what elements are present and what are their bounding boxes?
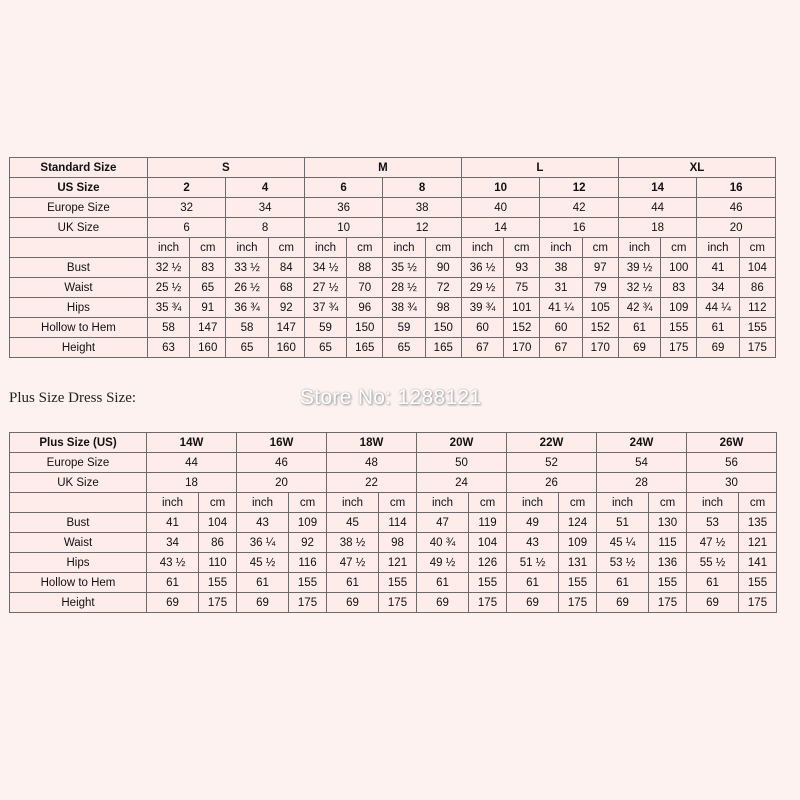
unit-inch: inch (461, 238, 503, 258)
measure-value: 150 (347, 318, 383, 338)
unit-cm: cm (190, 238, 226, 258)
europe-size-value: 44 (618, 198, 696, 218)
measure-row (10, 338, 776, 358)
measure-value: 67 (540, 338, 582, 358)
unit-inch: inch (383, 238, 425, 258)
measure-value: 47 (417, 513, 469, 533)
measure-value: 28 ½ (383, 278, 425, 298)
measure-value: 69 (237, 593, 289, 613)
unit-cm: cm (347, 238, 383, 258)
uk-size-label: UK Size (10, 473, 147, 493)
measure-label: Hips (10, 298, 148, 318)
measure-value: 34 (697, 278, 739, 298)
measure-label: Hollow to Hem (10, 573, 147, 593)
unit-inch: inch (237, 493, 289, 513)
measure-value: 51 (597, 513, 649, 533)
measure-value: 160 (190, 338, 226, 358)
measure-value: 155 (559, 573, 597, 593)
uk-size-value: 8 (226, 218, 305, 238)
measure-value: 65 (226, 338, 268, 358)
measure-value: 93 (504, 258, 540, 278)
europe-size-value: 36 (304, 198, 382, 218)
measure-value: 37 ¾ (304, 298, 346, 318)
measure-value: 31 (540, 278, 582, 298)
measure-value: 92 (289, 533, 327, 553)
measure-value: 68 (268, 278, 304, 298)
store-number-watermark: Store No: 1288121 (300, 386, 482, 409)
plus-size-value: 16W (237, 433, 327, 453)
measure-value: 175 (649, 593, 687, 613)
uk-size-value: 30 (687, 473, 777, 493)
measure-value: 70 (347, 278, 383, 298)
measure-value: 69 (618, 338, 660, 358)
measure-value: 155 (739, 318, 775, 338)
europe-size-value: 52 (507, 453, 597, 473)
measure-row (10, 533, 777, 553)
plus-size-value: 14W (147, 433, 237, 453)
measure-value: 72 (425, 278, 461, 298)
measure-value: 61 (597, 573, 649, 593)
measure-value: 130 (649, 513, 687, 533)
measure-value: 53 ½ (597, 553, 649, 573)
measure-value: 59 (383, 318, 425, 338)
measure-value: 175 (559, 593, 597, 613)
measure-value: 43 (507, 533, 559, 553)
unit-cm: cm (649, 493, 687, 513)
measure-value: 150 (425, 318, 461, 338)
plus-size-table (9, 432, 777, 613)
unit-inch: inch (540, 238, 582, 258)
measure-value: 152 (504, 318, 540, 338)
uk-size-row (10, 218, 776, 238)
measure-value: 61 (687, 573, 739, 593)
measure-value: 152 (582, 318, 618, 338)
measure-value: 38 (540, 258, 582, 278)
measure-label: Hips (10, 553, 147, 573)
measure-value: 43 ½ (147, 553, 199, 573)
measure-value: 155 (379, 573, 417, 593)
measure-value: 165 (347, 338, 383, 358)
us-size-value: 12 (540, 178, 619, 198)
europe-size-value: 56 (687, 453, 777, 473)
measure-value: 86 (739, 278, 775, 298)
unit-row-spacer (10, 493, 147, 513)
unit-inch: inch (147, 238, 189, 258)
measure-value: 69 (697, 338, 739, 358)
uk-size-value: 18 (618, 218, 696, 238)
uk-size-value: 22 (327, 473, 417, 493)
measure-value: 49 (507, 513, 559, 533)
measure-value: 121 (739, 533, 777, 553)
measure-value: 36 ¾ (226, 298, 268, 318)
measure-value: 109 (289, 513, 327, 533)
measure-value: 96 (347, 298, 383, 318)
measure-value: 60 (461, 318, 503, 338)
measure-value: 34 (147, 533, 199, 553)
measure-value: 58 (147, 318, 189, 338)
measure-value: 109 (661, 298, 697, 318)
europe-size-value: 46 (237, 453, 327, 473)
uk-size-value: 24 (417, 473, 507, 493)
unit-inch: inch (687, 493, 739, 513)
plus-size-heading: Plus Size Dress Size: (9, 390, 137, 406)
unit-cm: cm (268, 238, 304, 258)
unit-inch: inch (226, 238, 268, 258)
measure-value: 34 ½ (304, 258, 346, 278)
measure-value: 45 ½ (237, 553, 289, 573)
measure-value: 114 (379, 513, 417, 533)
measure-value: 121 (379, 553, 417, 573)
europe-size-value: 32 (147, 198, 225, 218)
measure-label: Waist (10, 278, 148, 298)
measure-value: 33 ½ (226, 258, 268, 278)
measure-value: 38 ¾ (383, 298, 425, 318)
measure-value: 41 (147, 513, 199, 533)
measure-row (10, 553, 777, 573)
measure-value: 119 (469, 513, 507, 533)
measure-value: 155 (649, 573, 687, 593)
measure-value: 42 ¾ (618, 298, 660, 318)
measure-value: 147 (190, 318, 226, 338)
measure-value: 84 (268, 258, 304, 278)
measure-value: 45 ¼ (597, 533, 649, 553)
size-letter: XL (618, 158, 775, 178)
measure-row (10, 298, 776, 318)
us-size-value: 8 (383, 178, 462, 198)
measure-label: Height (10, 593, 147, 613)
measure-value: 36 ¼ (237, 533, 289, 553)
us-size-label: US Size (10, 178, 148, 198)
measure-row (10, 318, 776, 338)
measure-value: 51 ½ (507, 553, 559, 573)
uk-size-value: 6 (147, 218, 225, 238)
us-size-value: 4 (226, 178, 305, 198)
unit-row-spacer (10, 238, 148, 258)
header-row (10, 158, 776, 178)
unit-inch: inch (618, 238, 660, 258)
europe-size-value: 42 (540, 198, 619, 218)
unit-inch: inch (304, 238, 346, 258)
measure-value: 155 (289, 573, 327, 593)
europe-size-value: 50 (417, 453, 507, 473)
measure-value: 105 (582, 298, 618, 318)
unit-cm: cm (379, 493, 417, 513)
europe-size-value: 38 (383, 198, 462, 218)
measure-label: Bust (10, 513, 147, 533)
measure-value: 27 ½ (304, 278, 346, 298)
measure-value: 175 (199, 593, 237, 613)
measure-value: 53 (687, 513, 739, 533)
measure-value: 170 (504, 338, 540, 358)
measure-value: 90 (425, 258, 461, 278)
measure-value: 91 (190, 298, 226, 318)
measure-label: Bust (10, 258, 148, 278)
measure-value: 104 (469, 533, 507, 553)
measure-value: 175 (739, 338, 775, 358)
unit-inch: inch (597, 493, 649, 513)
unit-row (10, 493, 777, 513)
measure-value: 155 (739, 573, 777, 593)
uk-size-label: UK Size (10, 218, 148, 238)
measure-value: 39 ¾ (461, 298, 503, 318)
standard-size-table (9, 157, 776, 358)
unit-inch: inch (147, 493, 199, 513)
measure-value: 61 (507, 573, 559, 593)
uk-size-value: 20 (237, 473, 327, 493)
measure-row (10, 278, 776, 298)
measure-value: 59 (304, 318, 346, 338)
measure-value: 175 (289, 593, 327, 613)
unit-cm: cm (289, 493, 327, 513)
measure-value: 136 (649, 553, 687, 573)
unit-cm: cm (739, 493, 777, 513)
europe-size-value: 46 (697, 198, 776, 218)
header-row (10, 433, 777, 453)
europe-size-label: Europe Size (10, 198, 148, 218)
size-letter: L (461, 158, 618, 178)
measure-value: 43 (237, 513, 289, 533)
measure-value: 126 (469, 553, 507, 573)
unit-inch: inch (697, 238, 739, 258)
measure-value: 69 (597, 593, 649, 613)
unit-cm: cm (582, 238, 618, 258)
measure-value: 61 (697, 318, 739, 338)
us-size-value: 16 (697, 178, 776, 198)
measure-row (10, 593, 777, 613)
measure-value: 65 (383, 338, 425, 358)
measure-value: 112 (739, 298, 775, 318)
measure-value: 36 ½ (461, 258, 503, 278)
measure-value: 58 (226, 318, 268, 338)
us-size-value: 10 (461, 178, 539, 198)
measure-value: 32 ½ (147, 258, 189, 278)
measure-value: 35 ½ (383, 258, 425, 278)
measure-value: 69 (147, 593, 199, 613)
europe-size-value: 34 (226, 198, 305, 218)
measure-value: 49 ½ (417, 553, 469, 573)
measure-value: 155 (661, 318, 697, 338)
measure-value: 98 (425, 298, 461, 318)
measure-value: 39 ½ (618, 258, 660, 278)
measure-value: 65 (304, 338, 346, 358)
unit-cm: cm (504, 238, 540, 258)
measure-value: 63 (147, 338, 189, 358)
measure-value: 47 ½ (327, 553, 379, 573)
uk-size-value: 12 (383, 218, 462, 238)
measure-value: 25 ½ (147, 278, 189, 298)
measure-value: 45 (327, 513, 379, 533)
measure-row (10, 573, 777, 593)
measure-value: 98 (379, 533, 417, 553)
unit-cm: cm (199, 493, 237, 513)
measure-value: 61 (147, 573, 199, 593)
uk-size-value: 10 (304, 218, 382, 238)
unit-inch: inch (327, 493, 379, 513)
measure-value: 38 ½ (327, 533, 379, 553)
europe-size-row (10, 453, 777, 473)
us-size-value: 2 (147, 178, 225, 198)
unit-row (10, 238, 776, 258)
measure-value: 175 (661, 338, 697, 358)
measure-value: 175 (379, 593, 417, 613)
plus-size-value: 20W (417, 433, 507, 453)
measure-value: 83 (190, 258, 226, 278)
plus-size-value: 22W (507, 433, 597, 453)
measure-value: 124 (559, 513, 597, 533)
measure-value: 32 ½ (618, 278, 660, 298)
measure-value: 35 ¾ (147, 298, 189, 318)
measure-label: Waist (10, 533, 147, 553)
measure-value: 92 (268, 298, 304, 318)
measure-value: 115 (649, 533, 687, 553)
europe-size-value: 44 (147, 453, 237, 473)
measure-value: 47 ½ (687, 533, 739, 553)
uk-size-value: 18 (147, 473, 237, 493)
measure-value: 104 (739, 258, 775, 278)
measure-value: 41 ¼ (540, 298, 582, 318)
measure-value: 109 (559, 533, 597, 553)
measure-value: 97 (582, 258, 618, 278)
measure-value: 116 (289, 553, 327, 573)
us-size-row (10, 178, 776, 198)
measure-value: 83 (661, 278, 697, 298)
measure-value: 175 (739, 593, 777, 613)
measure-value: 67 (461, 338, 503, 358)
measure-value: 88 (347, 258, 383, 278)
measure-value: 61 (327, 573, 379, 593)
measure-value: 155 (199, 573, 237, 593)
uk-size-value: 26 (507, 473, 597, 493)
measure-value: 131 (559, 553, 597, 573)
size-letter: M (304, 158, 461, 178)
measure-label: Height (10, 338, 148, 358)
measure-value: 65 (190, 278, 226, 298)
measure-row (10, 513, 777, 533)
europe-size-row (10, 198, 776, 218)
measure-value: 61 (417, 573, 469, 593)
measure-value: 155 (469, 573, 507, 593)
measure-value: 160 (268, 338, 304, 358)
us-size-value: 14 (618, 178, 696, 198)
measure-value: 61 (618, 318, 660, 338)
measure-value: 101 (504, 298, 540, 318)
unit-cm: cm (739, 238, 775, 258)
plus-size-label: Plus Size (US) (10, 433, 147, 453)
measure-value: 100 (661, 258, 697, 278)
measure-value: 75 (504, 278, 540, 298)
measure-value: 60 (540, 318, 582, 338)
measure-value: 44 ¼ (697, 298, 739, 318)
measure-value: 55 ½ (687, 553, 739, 573)
unit-inch: inch (507, 493, 559, 513)
unit-cm: cm (559, 493, 597, 513)
measure-value: 69 (417, 593, 469, 613)
measure-value: 69 (327, 593, 379, 613)
measure-value: 147 (268, 318, 304, 338)
measure-value: 165 (425, 338, 461, 358)
measure-row (10, 258, 776, 278)
unit-cm: cm (425, 238, 461, 258)
measure-value: 41 (697, 258, 739, 278)
unit-cm: cm (469, 493, 507, 513)
plus-size-value: 18W (327, 433, 417, 453)
measure-label: Hollow to Hem (10, 318, 148, 338)
uk-size-value: 28 (597, 473, 687, 493)
size-letter: S (147, 158, 304, 178)
measure-value: 69 (687, 593, 739, 613)
unit-inch: inch (417, 493, 469, 513)
measure-value: 69 (507, 593, 559, 613)
measure-value: 110 (199, 553, 237, 573)
europe-size-value: 48 (327, 453, 417, 473)
europe-size-label: Europe Size (10, 453, 147, 473)
measure-value: 175 (469, 593, 507, 613)
measure-value: 170 (582, 338, 618, 358)
europe-size-value: 54 (597, 453, 687, 473)
measure-value: 135 (739, 513, 777, 533)
measure-value: 79 (582, 278, 618, 298)
measure-value: 104 (199, 513, 237, 533)
uk-size-value: 14 (461, 218, 539, 238)
measure-value: 86 (199, 533, 237, 553)
measure-value: 141 (739, 553, 777, 573)
uk-size-value: 20 (697, 218, 776, 238)
measure-value: 40 ¾ (417, 533, 469, 553)
plus-size-value: 24W (597, 433, 687, 453)
uk-size-row (10, 473, 777, 493)
measure-value: 61 (237, 573, 289, 593)
unit-cm: cm (661, 238, 697, 258)
measure-value: 26 ½ (226, 278, 268, 298)
us-size-value: 6 (304, 178, 382, 198)
europe-size-value: 40 (461, 198, 539, 218)
measure-value: 29 ½ (461, 278, 503, 298)
plus-size-value: 26W (687, 433, 777, 453)
standard-size-label: Standard Size (10, 158, 148, 178)
uk-size-value: 16 (540, 218, 619, 238)
